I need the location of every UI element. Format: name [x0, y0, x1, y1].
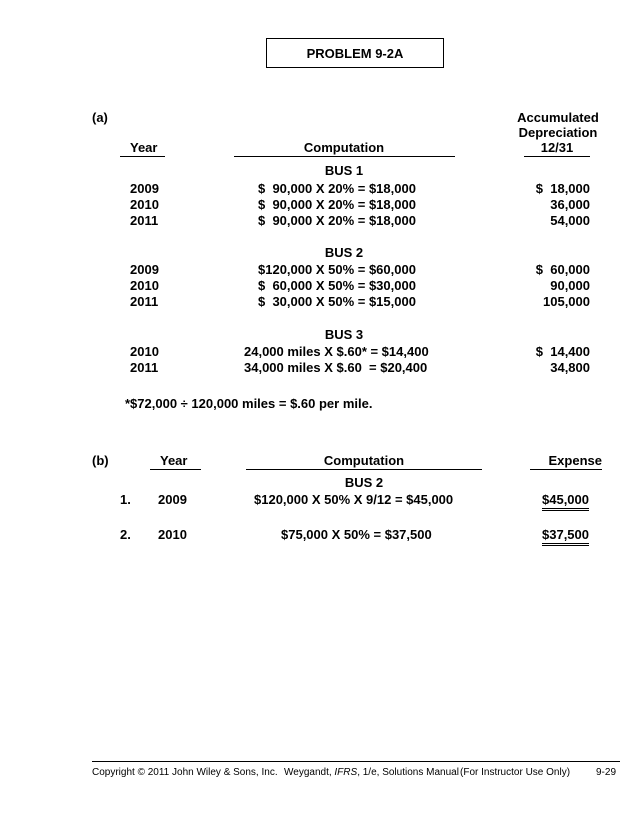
- bus2-year-2011: 2011: [130, 294, 159, 309]
- b-row1-expense: $45,000: [542, 492, 589, 511]
- b-header-expense-underline: [530, 469, 602, 470]
- bus2-accum-2010: 90,000: [550, 278, 590, 293]
- b-row1-num: 1.: [120, 492, 131, 507]
- part-b-label: (b): [92, 453, 109, 468]
- footer-copyright: Copyright © 2011 John Wiley & Sons, Inc.: [92, 767, 278, 778]
- header-accumulated: Accumulated: [517, 110, 599, 125]
- b-row1-year: 2009: [158, 492, 187, 507]
- b-row2-expense: $37,500: [542, 527, 589, 546]
- bus1-year-2011: 2011: [130, 213, 159, 228]
- footer-divider: [92, 761, 620, 762]
- b-header-year-underline: [150, 469, 201, 470]
- b-row1-computation: $120,000 X 50% X 9/12 = $45,000: [254, 492, 454, 507]
- bus3-comp-2010: 24,000 miles X $.60* = $14,400: [244, 344, 429, 359]
- bus2-year-2010: 2010: [130, 278, 159, 293]
- footer-book-title: IFRS: [334, 767, 358, 778]
- bus1-year-2009: 2009: [130, 181, 159, 196]
- bus3-year-2011: 2011: [130, 360, 159, 375]
- bus3-label: BUS 3: [324, 327, 364, 342]
- footer-book: [284, 767, 459, 779]
- problem-title: PROBLEM 9-2A: [266, 38, 444, 68]
- bus2-year-2009: 2009: [130, 262, 159, 277]
- bus2-accum-2009: $ 60,000: [535, 262, 590, 277]
- b-row2-year: 2010: [158, 527, 187, 542]
- header-computation-underline: [234, 156, 455, 157]
- header-year-underline: [120, 156, 165, 157]
- footnote: *$72,000 ÷ 120,000 miles = $.60 per mile.: [125, 396, 373, 411]
- bus2-comp-2011: $ 30,000 X 50% = $15,000: [258, 294, 416, 309]
- header-depreciation: Depreciation: [518, 125, 598, 140]
- footer-edition: , 1/e, Solutions Manual: [357, 767, 459, 778]
- header-computation: Computation: [303, 140, 385, 155]
- b-bus2-label: BUS 2: [344, 475, 384, 490]
- bus2-comp-2010: $ 60,000 X 50% = $30,000: [258, 278, 416, 293]
- b-header-computation-underline: [246, 469, 482, 470]
- part-a-label: (a): [92, 110, 108, 125]
- header-year: Year: [130, 140, 158, 155]
- bus1-comp-2010: $ 90,000 X 20% = $18,000: [258, 197, 416, 212]
- bus3-comp-2011: 34,000 miles X $.60 = $20,400: [244, 360, 428, 375]
- bus3-accum-2010: $ 14,400: [535, 344, 590, 359]
- bus1-accum-2011: 54,000: [550, 213, 590, 228]
- bus3-accum-2011: 34,800: [550, 360, 590, 375]
- bus3-year-2010: 2010: [130, 344, 159, 359]
- bus1-accum-2009: $ 18,000: [535, 181, 590, 196]
- b-row2-num: 2.: [120, 527, 131, 542]
- footer-author: Weygandt,: [284, 767, 335, 778]
- bus1-comp-2011: $ 90,000 X 20% = $18,000: [258, 213, 416, 228]
- bus2-label: BUS 2: [324, 245, 364, 260]
- bus2-accum-2011: 105,000: [543, 294, 590, 309]
- bus1-comp-2009: $ 90,000 X 20% = $18,000: [258, 181, 416, 196]
- b-header-computation: Computation: [323, 453, 405, 468]
- bus1-accum-2010: 36,000: [550, 197, 590, 212]
- b-header-year: Year: [160, 453, 188, 468]
- header-date-underline: [524, 156, 590, 157]
- bus2-comp-2009: $120,000 X 50% = $60,000: [258, 262, 416, 277]
- header-date: 12/31: [540, 140, 574, 155]
- b-header-expense: Expense: [548, 453, 602, 468]
- b-row2-computation: $75,000 X 50% = $37,500: [281, 527, 432, 542]
- bus1-year-2010: 2010: [130, 197, 159, 212]
- footer-usage: (For Instructor Use Only): [460, 767, 571, 778]
- bus1-label: BUS 1: [324, 163, 364, 178]
- footer-page-number: 9-29: [596, 767, 617, 778]
